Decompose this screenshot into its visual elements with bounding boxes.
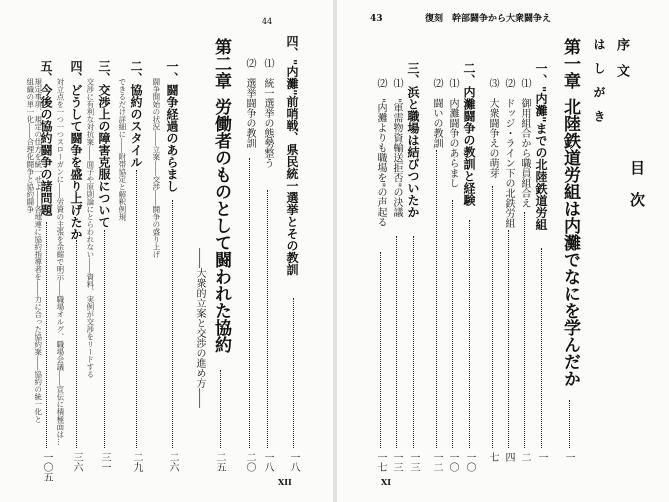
left-page xyxy=(0,0,333,502)
toc-leader xyxy=(436,150,437,448)
toc-page-number: 一七 xyxy=(375,452,386,472)
toc-leader xyxy=(249,158,250,448)
toc-chapter-2-title: 労働者のものとして闘われた協約 xyxy=(211,98,231,353)
toc-page-number: 一三 xyxy=(408,452,419,472)
toc-ch1-item-2: 二、内灘闘争の教訓と経験 xyxy=(462,62,476,206)
toc-ch2-item-5: 五、今後の協約闘争の諸問題 xyxy=(39,60,53,216)
toc-page-number: 二五 xyxy=(214,452,225,472)
toc-ch1-item-1-3: ⑶ 大衆闘争えの萌芽 xyxy=(487,78,498,178)
toc-ch1-item-3-2: ⑵ "内灘よりも職場を"の声起る xyxy=(375,78,386,228)
toc-ch2-item-2: 二、協約のスタイル xyxy=(129,60,143,168)
toc-note: 対立点を一つ一つスローガンに――労資の主張を余縮で明示――職場オルグ、職場会議――宣伝に積極面は… xyxy=(55,78,65,446)
toc-note: できるだけ詳細に――附帯協定と解釈例規 xyxy=(117,78,127,221)
toc-leader xyxy=(104,230,105,448)
toc-page-number: 一 xyxy=(563,452,574,462)
toc-page-number: 二九 xyxy=(131,452,142,472)
toc-leader xyxy=(293,298,294,448)
toc-leader xyxy=(469,220,470,448)
toc-leader xyxy=(452,200,453,448)
toc-ch1-item-4: 四、"内灘"前哨戦、県民統一選挙とその教訓 xyxy=(285,35,299,276)
toc-title: 目 次 xyxy=(628,160,646,208)
toc-ch2-item-4: 四、どうして闘争を盛り上げたか xyxy=(69,60,83,240)
toc-leader xyxy=(46,222,47,448)
toc-leader xyxy=(76,240,77,448)
toc-page-number: 一〇 xyxy=(464,452,475,472)
toc-page-number: 四 xyxy=(503,452,514,462)
toc-leader xyxy=(380,252,381,448)
toc-page-number: 二 xyxy=(519,452,530,462)
toc-page-number: 三六 xyxy=(71,452,82,472)
toc-note: 闘争開始の状況――立案――交渉――闘争の盛り上げ xyxy=(151,78,161,258)
toc-leader xyxy=(413,236,414,448)
left-folio: XII xyxy=(278,477,292,487)
toc-page-number: 一八 xyxy=(262,452,273,472)
running-head: 復刻 幹部闘争から大衆闘争え xyxy=(425,14,552,24)
toc-chapter-2-label: 第二章 xyxy=(211,38,231,89)
toc-page-number: 二六 xyxy=(167,452,178,472)
toc-leader xyxy=(492,186,493,448)
toc-page-number: 一八 xyxy=(288,452,299,472)
toc-chapter-1-title: 北陸鉄道労組は内灘でなにを学んだか xyxy=(560,98,580,387)
toc-page-number: 一二 xyxy=(431,452,442,472)
toc-leader xyxy=(541,248,542,448)
right-page-number: 43 xyxy=(370,14,383,24)
toc-page-number: 一〇 xyxy=(447,452,458,472)
right-page xyxy=(337,0,669,502)
toc-preface: 序 文 xyxy=(614,38,629,77)
toc-leader xyxy=(220,370,221,448)
toc-ch1-item-1: 一、"内灘"までの北陸鉄道労組 xyxy=(534,62,548,231)
toc-page-number: 二〇 xyxy=(244,452,255,472)
toc-chapter-2-subtitle: ――大衆的立案と交渉の進め方―― xyxy=(194,248,205,408)
toc-ch1-item-3-1: ⑴ "軍需物資輸送拒否"の決議 xyxy=(391,78,402,218)
toc-ch1-item-4-2: ⑵ 選挙闘争の教訓 xyxy=(244,58,255,148)
toc-leader xyxy=(396,236,397,448)
toc-ch1-item-1-1: ⑴ 御用組合から職員組合え xyxy=(519,78,530,208)
toc-note: 規定事項、規定の仕方を統一せよ――各地連に協約指導者を――力に合った協約案――協約の統一化と組織の単一化――合理化闘争と協約闘争 xyxy=(25,78,43,423)
left-page-number: 44 xyxy=(262,17,273,26)
toc-leader xyxy=(267,190,268,448)
toc-page-number: 七 xyxy=(487,452,498,462)
toc-hashigaki: は し が き xyxy=(592,38,606,122)
toc-page-number: 一 xyxy=(536,452,547,462)
toc-page-number: 一〇五 xyxy=(41,452,52,482)
toc-leader xyxy=(136,170,137,448)
toc-leader xyxy=(569,400,570,448)
toc-ch2-item-3: 三、交渉上の障害克服について xyxy=(97,60,111,228)
toc-ch1-item-2-2: ⑵ 闘いの教訓 xyxy=(431,78,442,148)
toc-leader xyxy=(508,230,509,448)
toc-note: 交渉に有利な対抗案――面子や原則論にとらわれない――資料、実例が交渉をリードする xyxy=(85,78,95,378)
toc-ch1-item-4-1: ⑴ 統一選挙の態勢整う xyxy=(262,58,273,168)
toc-ch2-item-1: 一、闘争経過のあらまし xyxy=(165,60,179,192)
toc-ch1-item-1-2: ⑵ ドッジ・ライン下の北鉄労組 xyxy=(503,78,514,228)
toc-page-number: 三一 xyxy=(99,452,110,472)
toc-ch1-item-2-1: ⑴ 内灘闘争のあらまし xyxy=(447,78,458,188)
toc-ch1-item-3: 三、浜と職場は結びついたか xyxy=(406,62,420,218)
toc-page-number: 一三 xyxy=(391,452,402,472)
right-folio: XI xyxy=(381,477,391,487)
toc-leader xyxy=(172,200,173,448)
toc-chapter-1-label: 第一章 xyxy=(560,38,580,89)
toc-leader xyxy=(524,212,525,448)
